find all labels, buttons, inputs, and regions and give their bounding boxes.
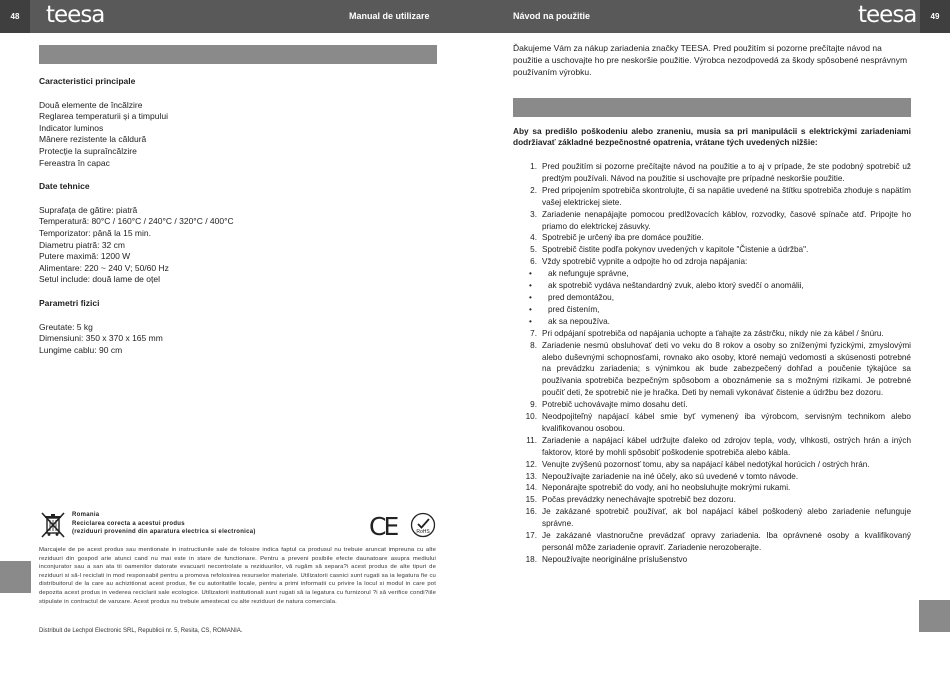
right-side-tab [919,600,950,632]
physical-list [39,322,434,357]
safety-rule-bullet [513,268,911,280]
feature-item: Două elemente de încălzire [39,99,143,110]
rule-number: 5. [530,245,537,255]
rule-number: 2. [530,185,537,195]
spec-item: Temporizator: până la 15 min. [39,227,151,238]
spec-item: Setul include: două lame de oțel [39,274,160,285]
distributor-info: Distribuit de Lechpol Electronic SRL, Republicii nr. 5, Resita, CS, ROMANIA. [39,628,243,634]
rule-text: ak spotrebič vydáva neštandardný zvuk, alebo ktorý svedčí o anomálii, [548,281,804,291]
rule-number: • [529,292,532,302]
rule-number: • [529,316,532,326]
left-page-number: 48 [0,0,30,33]
rule-text: Neponárajte spotrebič do vody, ani ho neobsluhujte mokrými rukami. [542,483,791,493]
safety-rule-item [513,244,911,256]
safety-rule-item [513,411,911,435]
rule-text: ak nefunguje správne, [548,269,629,279]
safety-rule-item [513,435,911,459]
rule-text: Pri odpájaní spotrebiča od napájania uchopte a ťahajte za zástrčku, nikdy nie za kábel / šnúru. [542,328,884,338]
rule-text: pred čistením, [548,304,600,314]
feature-item: Fereastra în capac [39,157,110,168]
safety-rule-item [513,209,911,233]
teesa-logo-right: teesa [858,2,917,28]
left-content [39,76,434,368]
rule-number: • [529,281,532,291]
rule-number: 8. [530,340,537,350]
rule-number: 3. [530,209,537,219]
rule-text: Potrebič uchovávajte mimo dosahu detí. [542,400,688,410]
crossed-bin-icon [39,511,67,539]
rule-number: 10. [525,412,537,422]
features-heading: Caracteristici principale [39,76,136,86]
rule-number: 6. [530,257,537,267]
spec-item: Diametru piatră: 32 cm [39,239,125,250]
rule-number: 14. [525,483,537,493]
safety-rule-bullet [513,280,911,292]
rule-text: Je zakázané spotrebič používať, ak bol napájací kábel poškodený alebo zariadenie nefunguje správne. [542,507,911,529]
left-header-title: Manual de utilizare [349,11,430,21]
feature-item: Indicator luminos [39,122,104,133]
safety-rule-item [513,494,911,506]
physical-heading: Parametri fizici [39,297,100,308]
rule-number: • [529,269,532,279]
safety-warning: Aby sa predišlo poškodeniu alebo zraneniu, musia sa pri manipulácii s elektrickými zariadeniami dodržiavať základné bezpečnostné opatrenia, vrátane tých uvedených nižšie: [513,126,911,148]
recycling-country: Romania [72,512,100,518]
rule-text: Je zakázané vlastnoručne prevádzať opravy zariadenia. Iba oprávnené osoby a kvalifikovaný personál môže zariadenie opraviť. Zariadenie nerozoberajte. [542,531,911,552]
rule-text: Pred použitím si pozorne prečítajte návod na použitie a to aj v prípade, že ste podobný spotrebič už predtým používali. Návod na použitie si uschovajte pre prípadné neskoršie použitie. [542,162,911,183]
safety-rule-item [513,256,911,268]
physical-item: Lungime cablu: 90 cm [39,344,123,355]
rule-number: 4. [530,233,537,243]
rule-text: pred demontážou, [548,292,614,302]
rohs-icon [410,512,436,538]
specs-list [39,205,434,286]
safety-rule-item [513,340,911,400]
safety-rule-item [513,530,911,554]
rule-number: 15. [525,495,537,505]
recycling-paragraph: Marcajele de pe acest produs sau mentionate in instructiunile sale de folosire indica faptul ca produsul nu trebuie aruncat impreuna cu alte reziduuri din gospod arie atunci cand nu mai este in stare de functionare. Pentru a preveni posibile efecte daunatoare asupra mediului inconjurator sau a san ata tii oamenilor datorate evacuarii necontrolate a reziduurilor, vă rugăm să separa?i acest produs de alte tipuri de reziduuri si să-l reciclati in mod responsabil pentru a promova refolosirea resurselor materiale. Utilizatorii casnici sunt rugati sa ia legatura fie cu distribuitorul de la care au achizitionat acest produs, fie cu autoritatile locale, pentru a primi informatii cu privire la locul si modul in care pot depozita acest produs in vederea reciclarii sale ecologice. Utilizatorii institutionali sunt rugati să ia legatura cu furnizorul ?i să verifice condi?iile stipulate in contractul de vanzare. Acest produs nu trebuie amestecat cu alte reziduuri de natura comerciala. [39,547,436,605]
rule-number: 1. [530,162,537,171]
rule-number: • [529,304,532,314]
rule-number: 12. [525,459,537,469]
rule-number: 7. [530,328,537,338]
features-list [39,100,434,170]
right-header-title: Návod na použitie [513,11,591,21]
rule-number: 18. [525,554,537,564]
physical-item: Dimensiuni: 350 x 370 x 165 mm [39,333,163,344]
rule-text: Zariadenie a napájací kábel udržujte ďaleko od zdrojov tepla, vody, vlhkosti, ostrých hrán a iných faktorov, ktoré by mohli spôsobiť poškodenie spotrebiča alebo kábla. [542,435,911,457]
left-section-bar [39,45,437,64]
safety-rule-item [513,482,911,494]
left-side-tab [0,561,31,593]
rule-text: Vždy spotrebič vypnite a odpojte ho od zdroja napájania: [542,257,748,267]
ce-mark-icon: CE [369,512,397,541]
spec-item: Temperatură: 80°C / 160°C / 240°C / 320°C / 400°C [39,216,234,227]
physical-item: Greutate: 5 kg [39,321,93,332]
feature-item: Mânere rezistente la căldură [39,134,147,145]
rule-text: Venujte zvýšenú pozornosť tomu, aby sa napájací kábel nedotýkal horúcich / ostrých hrán. [542,459,870,469]
safety-rule-bullet [513,292,911,304]
rule-text: Spotrebič čistite podľa pokynov uvedených v kapitole "Čistenie a údržba". [542,245,809,255]
safety-rules-list [513,161,911,566]
rule-text: ak sa nepoužíva. [548,316,610,326]
safety-rule-item [513,161,911,185]
safety-rule-item [513,399,911,411]
spec-item: Alimentare: 220 ~ 240 V; 50/60 Hz [39,262,169,273]
feature-item: Reglarea temperaturii și a timpului [39,111,168,122]
right-page-number: 49 [920,0,950,33]
safety-rule-item [513,232,911,244]
intro-paragraph: Ďakujeme Vám za nákup zariadenia značky TEESA. Pred použitím si pozorne prečítajte návod na použitie a uschovajte ho pre neskoršie použitie. Výrobca nezodpovedá za škody spôsobené nesprávnym používaním výrobku. [513,43,908,77]
safety-rule-item [513,471,911,483]
safety-rule-bullet [513,304,911,316]
rule-number: 17. [525,531,537,541]
safety-rule-item [513,554,911,566]
rule-text: Nepoužívajte zariadenie na iné účely, ako sú uvedené v tomto návode. [542,471,799,481]
safety-rule-item [513,185,911,209]
teesa-logo-left: teesa [46,2,105,28]
rule-text: Neodpojiteľný napájací kábel smie byť vymenený iba výrobcom, servisným technikom alebo kvalifikovanou osobou. [542,412,911,433]
rule-number: 9. [530,400,537,410]
rohs-label: RoHS [416,529,430,535]
safety-rule-item [513,459,911,471]
right-section-bar [513,98,911,117]
rule-text: Počas prevádzky nenechávajte spotrebič bez dozoru. [542,495,736,505]
spec-item: Suprafața de gătire: piatră [39,204,138,215]
specs-heading: Date tehnice [39,181,90,192]
rule-number: 11. [526,435,537,445]
rule-text: Pred pripojením spotrebiča skontrolujte, či sa napätie uvedené na štítku spotrebiča zhoduje s napätím vašej elektrickej siete. [542,185,911,207]
top-header-bar [0,0,950,33]
rule-text: Zariadenie nenapájajte pomocou predlžovacích káblov, rozvodky, časové spínače atď. Pripojte ho priamo do elektrickej zásuvky. [542,209,911,231]
spec-item: Putere maximă: 1200 W [39,251,131,262]
recycling-title [72,511,256,537]
recycling-subheading: (reziduuri provenind din aparatura electrica si electronica) [72,529,256,535]
safety-rule-item [513,506,911,530]
rule-number: 16. [525,507,537,517]
safety-rule-bullet [513,316,911,328]
rule-number: 13. [525,471,537,481]
rule-text: Zariadenie nesmú obsluhovať deti vo veku do 8 rokov a osoby so zníženými fyzickými, zmyslovými alebo duševnými schopnosťami, rovnako ako osoby, ktoré nemajú vedomosti a skúsenosti potrebné na prevádzku zariadenia; s výnimkou ak bude zabezpečený dohľad a poučenie týkajúce sa používania spotrebiča bezpečným spôsobom a oboznámenie sa s možnými rizikami. Je potrebné poučiť deti, že spotrebič nie je hračka. Deti by nemali vykonávať čistenie a údržbu bez dozoru. [542,340,911,398]
rule-text: Nepoužívajte neoriginálne príslušenstvo [542,554,688,564]
safety-rule-item [513,328,911,340]
rule-text: Spotrebič je určený iba pre domáce použitie. [542,233,704,243]
recycling-heading: Reciclarea corecta a acestui produs [72,520,185,527]
feature-item: Protecție la supraîncălzire [39,145,137,156]
